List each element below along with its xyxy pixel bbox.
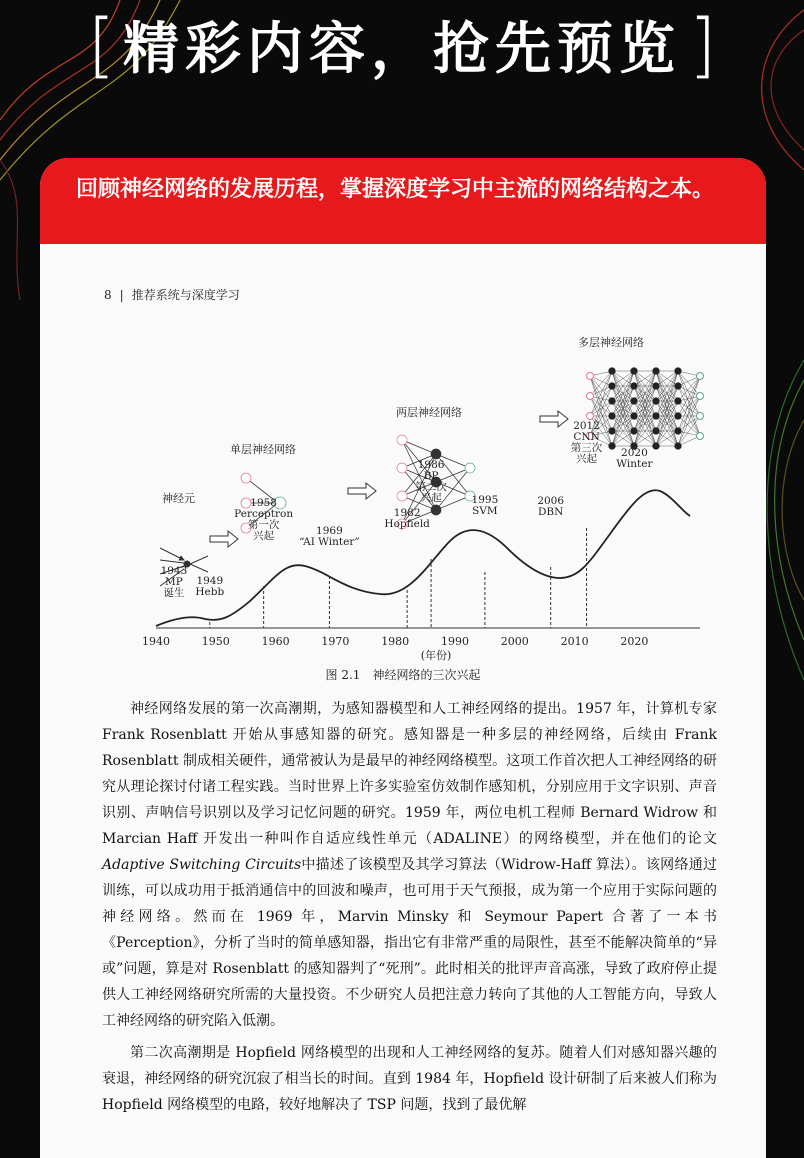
timeline-annotation-text: 兴起 <box>420 492 442 504</box>
x-tick-label: 1940 <box>142 635 170 648</box>
right-bracket: ] <box>689 4 717 86</box>
banner <box>0 0 804 90</box>
x-axis-unit: (年份) <box>420 649 452 662</box>
paragraph-1-part-b: 中描述了该模型及其学习算法（Widrow-Haff 算法）。该网络通过训练，可以成功用于抵消通信中的回波和噪声，也可用于天气预报，成为第一个应用于实际问题的神经网络。然而在 1969 年，Marvin Minsky 和 Seymour Papert 合著了一本书《Perception》，分析了当时的简单感知器，指出它有非常严重的局限性，甚至不能解决简单的“异或”问题，算是对 Rosenblatt 的感知器判了“死刑”。此时相关的批评声音高涨，导致了政府停止提供人工神经网络研究所需的大量投资。不少研究人员把注意力转向了其他的人工智能方向，导致人工神经网络的研究陷入低潮。 <box>102 857 717 1029</box>
x-tick-label: 1970 <box>321 635 350 648</box>
label-neuron: 神经元 <box>162 492 195 505</box>
banner-title: 精彩内容，抢先预览 <box>123 17 681 82</box>
running-head-separator: | <box>119 288 124 302</box>
card-header: 回顾神经网络的发展历程，掌握深度学习中主流的网络结构之本。 <box>40 158 766 244</box>
timeline-annotation-text: 1943 <box>160 565 188 577</box>
timeline-markers <box>210 528 587 628</box>
x-tick-label: 2020 <box>620 635 649 648</box>
x-tick-label: 1990 <box>441 635 469 648</box>
running-head <box>104 286 240 303</box>
arrow-3-icon <box>540 411 568 427</box>
left-bracket: [ <box>87 4 115 86</box>
paragraph-1 <box>102 696 717 1034</box>
x-tick-label: 1960 <box>261 635 290 648</box>
timeline-annotation-text: 诞生 <box>163 587 185 599</box>
arrow-2-icon <box>348 483 376 499</box>
timeline-annotation-text: 1949 <box>196 575 224 587</box>
x-tick-label: 1980 <box>381 635 410 648</box>
timeline-annotation-text: 第一次 <box>247 519 280 531</box>
timeline-annotation-text: DBN <box>538 506 564 518</box>
timeline-annotation-text: 第三次 <box>570 442 603 454</box>
paragraph-2: 第二次高潮期是 Hopfield 网络模型的出现和人工神经网络的复苏。随着人们对感知器兴趣的衰退，神经网络的研究沉寂了相当长的时间。直到 1984 年，Hopfield 设计研制了后来被人们称为 Hopfield 网络模型的电路，较好地解决了 TSP 问题，找到了最优解 <box>102 1045 717 1113</box>
label-two-layer: 两层神经网络 <box>396 406 462 419</box>
label-single-layer: 单层神经网络 <box>230 443 296 456</box>
multi-layer-network <box>587 368 704 450</box>
paper-title: Adaptive Switching Circuits <box>102 857 302 873</box>
timeline-annotation-text: MP <box>165 576 183 588</box>
page-number: 8 <box>104 288 112 302</box>
timeline-annotation-text: “AI Winter” <box>299 536 360 548</box>
body-text <box>102 696 717 1118</box>
timeline-annotation-text: Hebb <box>195 586 225 598</box>
preview-card <box>40 158 766 1158</box>
x-tick-label: 1950 <box>201 635 230 648</box>
arrow-1-icon <box>210 531 238 547</box>
timeline-annotation-text: 2012 <box>573 420 600 432</box>
timeline-annotation-text: Hopfield <box>384 518 430 530</box>
timeline-annotation-text: Perceptron <box>234 508 294 520</box>
timeline-annotation-text: 1982 <box>393 507 421 519</box>
label-multi-layer: 多层神经网络 <box>578 336 644 349</box>
book-page <box>40 244 766 1158</box>
x-axis-ticks <box>142 635 648 648</box>
timeline-annotation-text: BP <box>423 470 439 482</box>
timeline-annotation-text: Winter <box>616 458 653 470</box>
timeline-annotation-text: 1986 <box>417 459 445 471</box>
timeline-annotation-text: CNN <box>573 431 600 443</box>
timeline-annotation-text: 兴起 <box>576 453 598 465</box>
x-tick-label: 2010 <box>560 635 589 648</box>
timeline-annotation-text: 1995 <box>471 494 499 506</box>
timeline-annotation-text: 1958 <box>250 497 278 509</box>
timeline-annotation-text: 2006 <box>537 495 565 507</box>
x-tick-label: 2000 <box>500 635 529 648</box>
timeline-annotation-text: 2020 <box>621 447 648 459</box>
timeline-annotation-text: 兴起 <box>253 530 275 542</box>
timeline-annotation-text: 1969 <box>316 525 343 537</box>
figure-caption: 图 2.1 神经网络的三次兴起 <box>325 668 481 682</box>
book-title: 推荐系统与深度学习 <box>131 288 240 302</box>
figure-neural-network-history <box>90 316 730 676</box>
paragraph-1-part-a: 神经网络发展的第一次高潮期，为感知器模型和人工神经网络的提出。1957 年，计算机专家 Frank Rosenblatt 开始从事感知器的研究。感知器是一种多层的神经网络，后续由 Frank Rosenblatt 制成相关硬件，通常被认为是最早的神经网络模型。这项工作首次把人工神经网络的研究从理论探讨付诸工程实践。当时世界上许多实验室仿效制作感知机，分别应用于文字识别、声音识别、声呐信号识别以及学习记忆问题的研究。1959 年，两位电机工程师 Bernard Widrow 和 Marcian Haff 开发出一种叫作自适应线性单元（ADALINE）的网络模型，并在他们的论文 <box>102 701 717 847</box>
timeline-annotation-text: 第二次 <box>415 481 447 493</box>
timeline-annotation-text: SVM <box>472 505 498 517</box>
